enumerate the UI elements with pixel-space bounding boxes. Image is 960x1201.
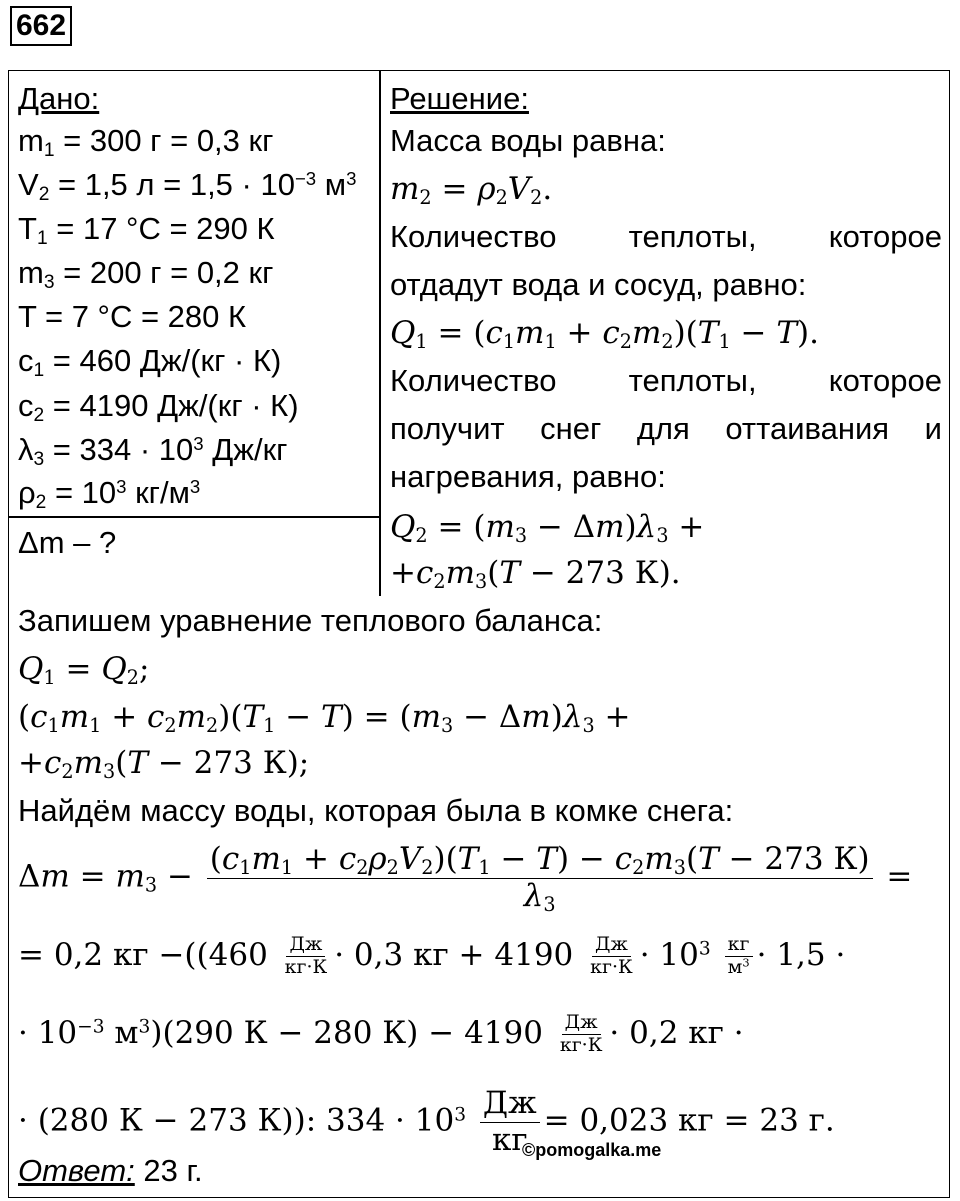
given-m1: $m_1 = 300$ г = 0,3 кг [18,123,274,161]
formula-q1: $Q_1 = (c_1m_1 + c_2m_2)(T_1 - T)$. [390,315,819,353]
formula-q2-part-2: $+c_2m_3(T - 273$ К). [390,555,681,593]
given-divider [8,516,380,518]
water-mass-intro: Масса воды равна: [390,123,666,158]
heat-given-line-2: отдадут вода и сосуд, равно: [390,267,807,302]
given-c2: $c_2 = 4190$ Дж/(кг · К) [18,388,299,426]
formula-water-mass: $m_2 = \rho_2V_2$. [390,171,553,209]
given-t1: $T_1 = 17$ °С = 290 К [18,211,275,249]
watermark: ©pomogalka.me [522,1140,662,1160]
find-quantity: Δm – ? [18,525,117,560]
heat-received-line-1: Количество теплоты, которое [390,363,942,398]
heat-received-line-3: нагревания, равно: [390,459,666,494]
heat-given-line-1: Количество теплоты, которое [390,219,942,254]
given-v2: $V_2 = 1,5$ $л = 1,5 \cdot 10^{-3}$ $м^3$ [18,167,357,205]
calc-line-1: = 0,2 кг −((460 $\frac{Дж}{кг\cdot К}$ · 0,3 кг + 4190 $\frac{Дж}{кг\cdot К}$ · $10^3$ $\frac{кг}{м^3}$ · 1,5 · [18,933,846,978]
problem-number: 662 [10,6,72,46]
balance-intro: Запишем уравнение теплового баланса: [18,603,603,638]
heat-received-line-2: получит снег для оттаивания и [390,411,942,446]
answer: Ответ: 23 г. [18,1153,203,1188]
formula-balance: $Q_1 = Q_2$; [18,651,150,689]
given-m3: $m_3 = 200$ г = 0,2 кг [18,255,274,293]
calc-line-3: · (280 К − 273 К)): $334 \cdot 10^3$ $\frac{Дж}{кг}$ = 0,023 кг = 23 г. [18,1085,835,1158]
formula-q2-part-1: $Q_2 = (m_3 - \Delta m)\lambda_3$ + [390,509,705,547]
formula-balance-expanded-1: $(c_1m_1 + c_2m_2)(T_1 - T) = (m_3 - \Delta m)\lambda_3$ + [18,699,631,737]
given-c1: $c_1 = 460$ Дж/(кг · К) [18,343,282,381]
given-heading: Дано: [18,81,100,116]
formula-delta-m: $\Delta m = m_3$ − $\frac{(c_1m_1 + c_2\rho_2V_2)(T_1 - T) - c_2m_3(T - 273 К)}{\lambda_3}$ = [18,841,913,916]
given-t: T = 7 °С = 280 К [18,299,247,334]
formula-balance-expanded-2: $+c_2m_3(T - 273$ К); [18,745,310,783]
solution-heading: Решение: [390,81,529,116]
find-intro: Найдём массу воды, которая была в комке снега: [18,793,734,828]
given-lambda3: $\lambda_3 = 334 \cdot 10^3$ Дж/кг [18,432,288,470]
calc-line-2: · $10^{-3}$ $м^3)(290$ К − 280 К) − 4190 $\frac{Дж}{кг\cdot К}$ · 0,2 кг · [18,1011,744,1056]
given-rho2: $\rho_2 = 10^3$ $кг/м^3$ [18,475,201,513]
